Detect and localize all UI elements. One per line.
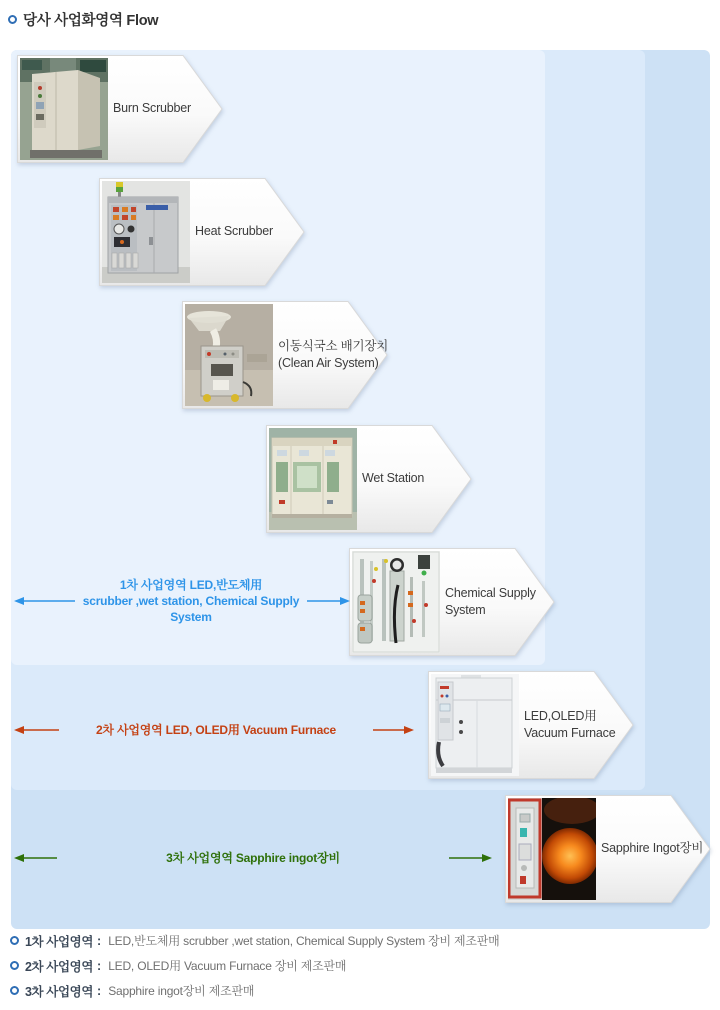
label-line: LED,OLED用 — [524, 708, 597, 723]
left-arrow-icon — [14, 724, 60, 736]
vacuum-furnace-photo — [431, 674, 519, 776]
flow-step-vacuum-furnace — [428, 671, 634, 779]
legend-text: Sapphire ingot장비 제조판매 — [108, 984, 255, 998]
legend-label: 2차 사업영역 — [25, 959, 94, 974]
flow-step-burn-scrubber — [17, 55, 223, 163]
phase3-annotation — [14, 844, 492, 872]
legend-item — [10, 933, 500, 948]
label-line: Sapphire Ingot장비 — [601, 841, 704, 856]
left-arrow-icon — [14, 852, 58, 864]
flow-step-wet-station — [266, 425, 472, 533]
legend-label: 1차 사업영역 — [25, 934, 94, 949]
annotation-line: scrubber ,wet station, Chemical Supply System — [82, 593, 300, 625]
flow-step-heat-scrubber — [99, 178, 305, 286]
legend-text: LED,반도체用 scrubber ,wet station, Chemical Supply System 장비 제조판매 — [108, 934, 500, 948]
flow-step-label — [601, 795, 713, 903]
flow-step-sapphire-ingot — [505, 795, 711, 903]
flow-step-label — [362, 425, 474, 533]
left-arrow-icon — [14, 595, 76, 607]
right-arrow-icon — [448, 852, 492, 864]
legend-item — [10, 958, 500, 973]
label-line: 이동식국소 배기장치 — [278, 338, 389, 353]
label-line: Heat Scrubber — [195, 224, 273, 239]
legend-label: 3차 사업영역 — [25, 984, 94, 999]
legend-separator: : — [97, 933, 102, 948]
annotation-line: 3차 사업영역 Sapphire ingot장비 — [166, 850, 340, 865]
bullet-icon — [10, 986, 19, 995]
right-arrow-icon — [306, 595, 350, 607]
label-line: Wet Station — [362, 471, 425, 486]
phase3-annotation-text — [58, 850, 448, 866]
label-line: Burn Scrubber — [113, 101, 191, 116]
wet-station-photo — [269, 428, 357, 530]
flow-step-label — [278, 301, 390, 409]
chemical-supply-system-photo — [352, 551, 440, 653]
label-line: System — [445, 603, 486, 617]
bullet-icon — [10, 936, 19, 945]
annotation-line: 2차 사업영역 LED, OLED用 Vacuum Furnace — [95, 722, 337, 737]
flow-step-label — [113, 55, 225, 163]
clean-air-system-photo — [185, 304, 273, 406]
legend-separator: : — [97, 958, 102, 973]
bullet-icon — [10, 961, 19, 970]
phase1-annotation-text — [76, 577, 306, 626]
legend-separator: : — [97, 983, 102, 998]
label-line: (Clean Air System) — [278, 356, 379, 370]
burn-scrubber-photo — [20, 58, 108, 160]
legend-item — [10, 983, 500, 998]
annotation-line: 1차 사업영역 LED,반도체用 — [119, 577, 263, 592]
flow-step-clean-air-system — [182, 301, 388, 409]
phase1-annotation — [14, 577, 350, 625]
phase2-annotation-text — [60, 722, 372, 738]
flow-step-label — [195, 178, 307, 286]
bullet-icon — [8, 15, 17, 24]
flow-step-label — [524, 671, 636, 779]
phase2-annotation — [14, 716, 414, 744]
page-title — [8, 9, 158, 30]
flow-step-chemical-supply-system — [349, 548, 555, 656]
right-arrow-icon — [372, 724, 414, 736]
label-line: Vacuum Furnace — [524, 726, 616, 740]
label-line: Chemical Supply — [445, 585, 536, 600]
flow-step-label — [445, 548, 557, 656]
page-title-text: 당사 사업화영역 Flow — [23, 13, 159, 29]
legend-text: LED, OLED用 Vacuum Furnace 장비 제조판매 — [108, 959, 347, 973]
sapphire-ingot-photo — [508, 798, 596, 900]
heat-scrubber-photo — [102, 181, 190, 283]
legend — [10, 933, 500, 1008]
